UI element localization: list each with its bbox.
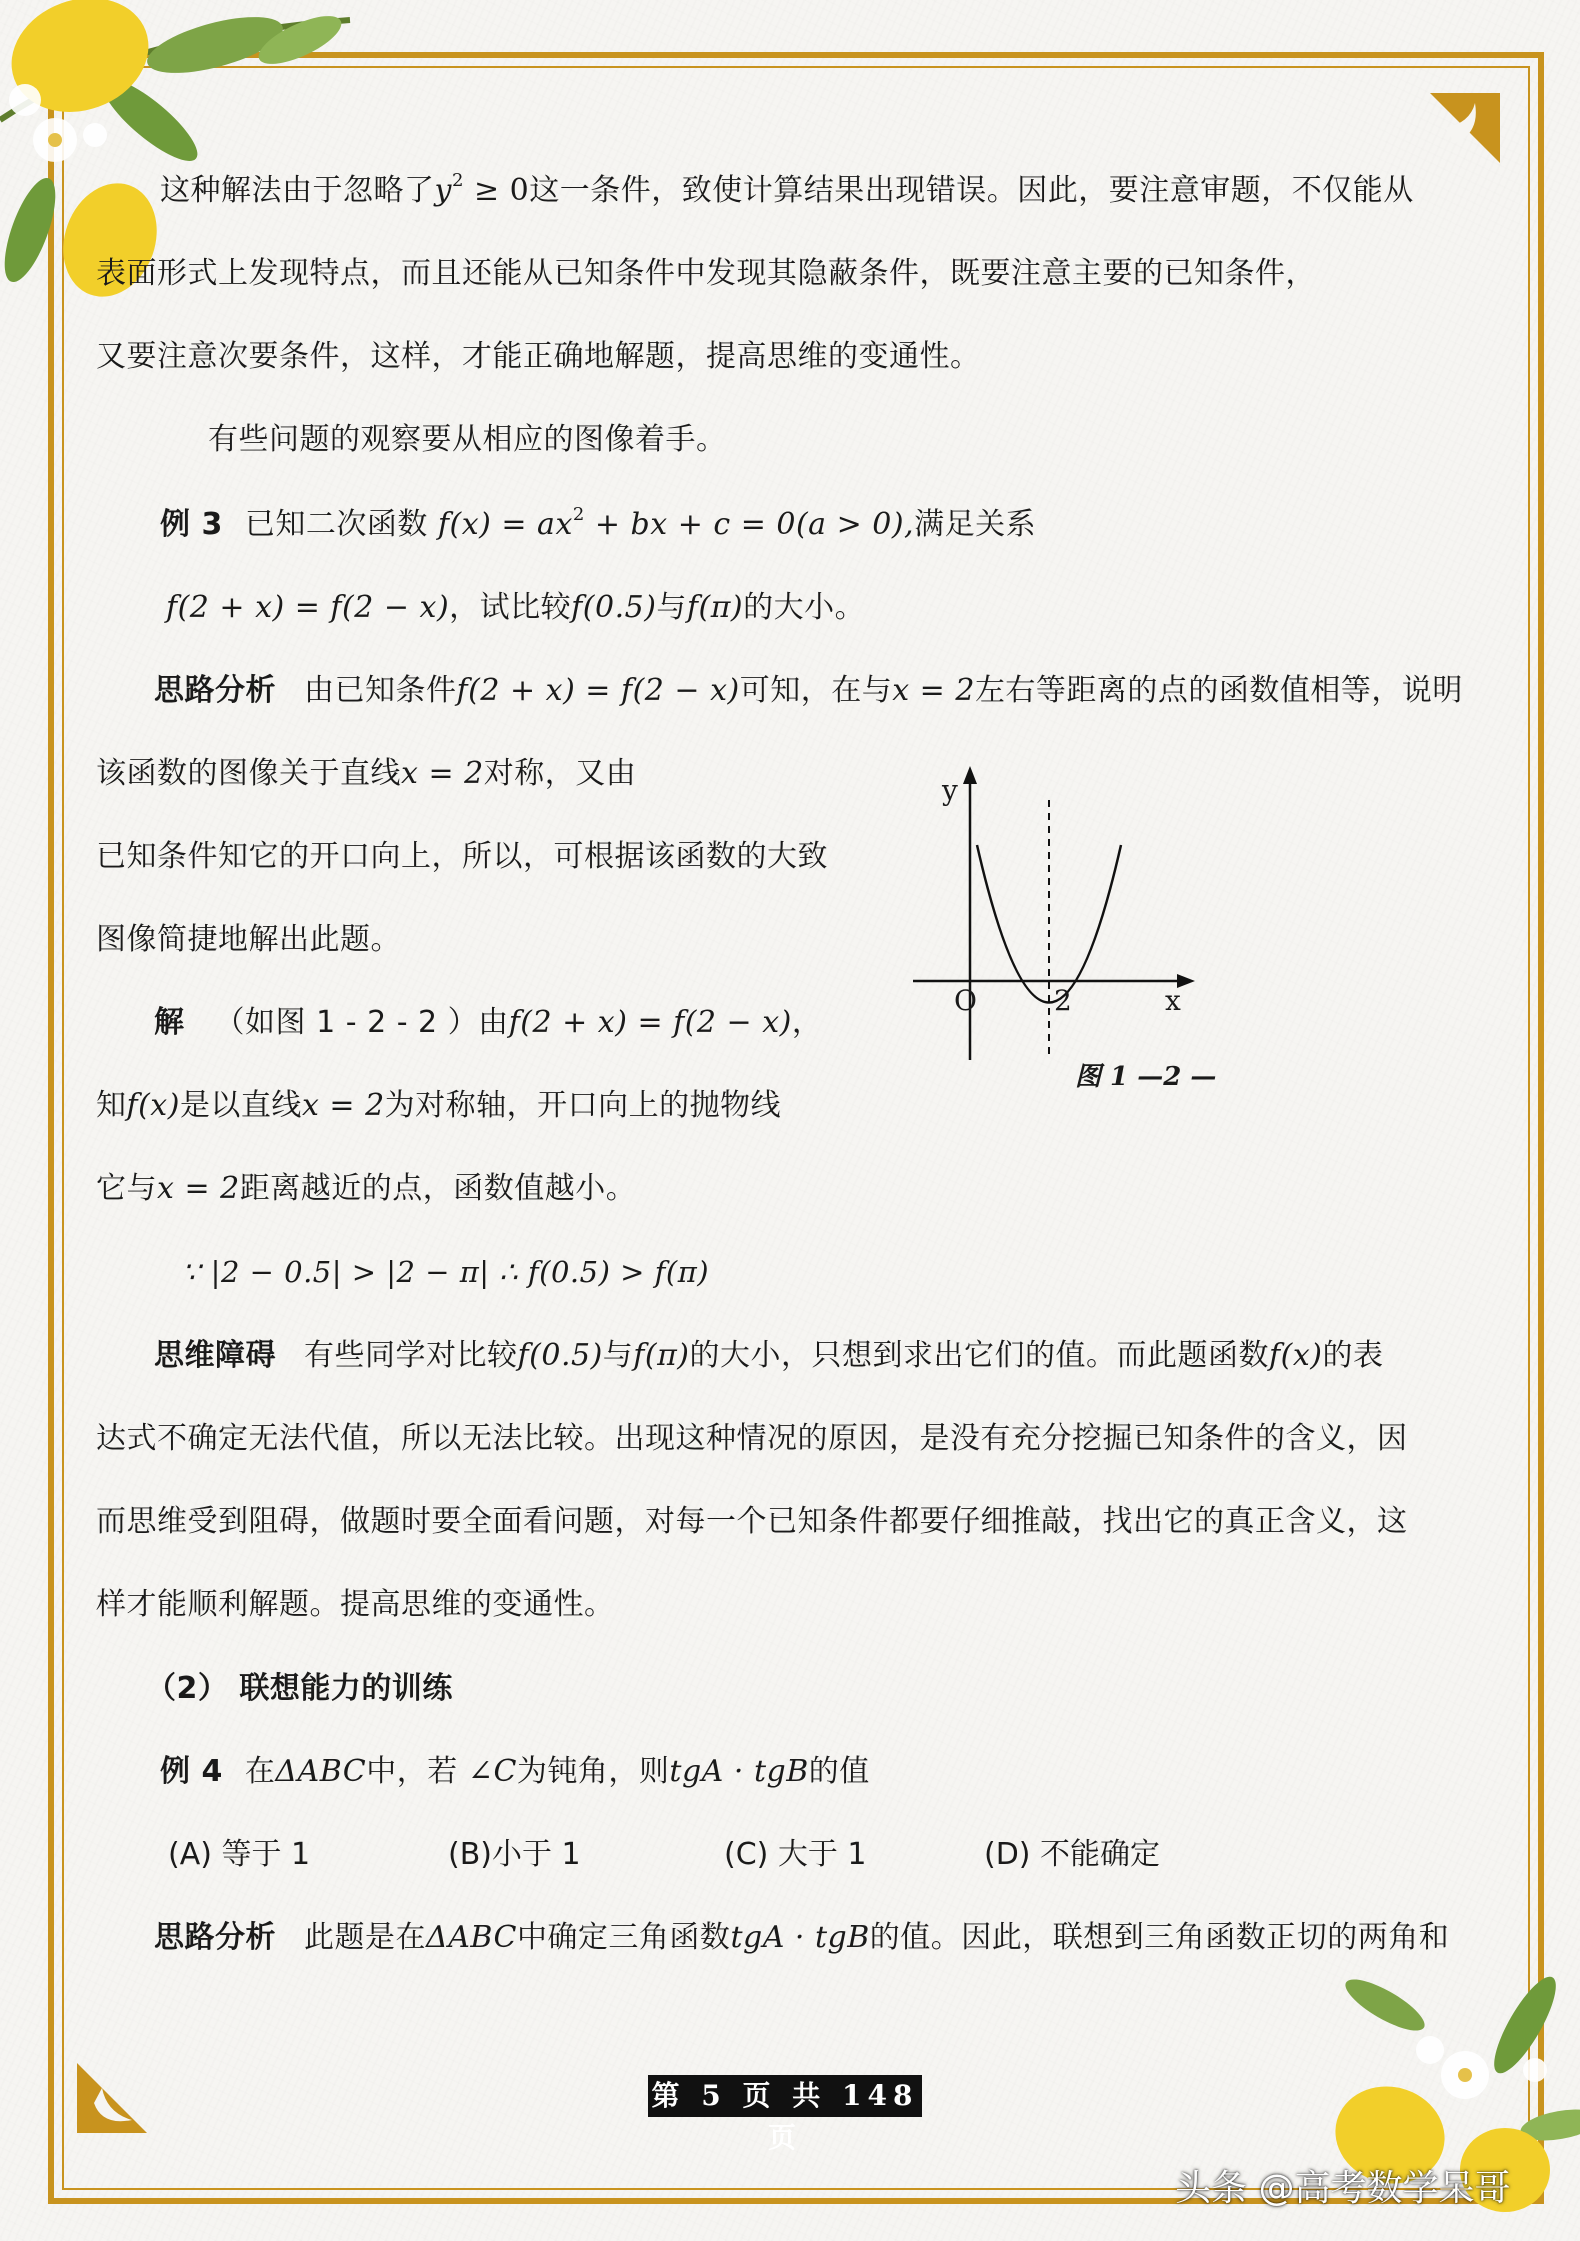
analysis-3-line-2 <box>96 754 636 794</box>
math: f(2 + x) = f(2 − x) <box>166 590 450 625</box>
math: x = 2 <box>157 1171 240 1206</box>
text: 的值。因此，联想到三角函数正切的两角和 <box>869 1920 1450 1955</box>
section-label: 思维障碍 <box>154 1338 276 1373</box>
text: 为对称轴，开口向上的抛物线 <box>384 1088 782 1123</box>
text: 该函数的图像关于直线 <box>96 756 401 791</box>
origin-label: O <box>954 984 977 1017</box>
math: + bx + c = 0(a > 0), <box>584 507 915 542</box>
analysis-3-line-3: 已知条件知它的开口向上，所以，可根据该函数的大致 <box>96 839 828 874</box>
text: 与 <box>602 1338 634 1373</box>
math: tgA · tgB <box>730 1920 870 1955</box>
text: 与 <box>656 590 687 625</box>
text: 是以直线 <box>179 1088 302 1123</box>
text: 由已知条件 <box>304 673 457 708</box>
math: f(π) <box>633 1338 690 1373</box>
axis-label-y: y <box>942 774 958 807</box>
text: 对称，又由 <box>483 756 637 791</box>
math: ∠C <box>467 1754 517 1789</box>
parabola-figure <box>905 760 1215 1100</box>
example-label: 例 4 <box>160 1754 223 1789</box>
paragraph-line: 有些问题的观察要从相应的图像着手。 <box>208 422 727 457</box>
section-label: 思路分析 <box>154 1920 276 1955</box>
option-b: (B)小于 1 <box>448 1837 581 1872</box>
text: 已知二次函数 <box>244 507 428 542</box>
text: 中确定三角函数 <box>516 1920 731 1955</box>
math: f(2 + x) = f(2 − x) <box>508 1005 792 1040</box>
option-d: (D) 不能确定 <box>984 1837 1161 1872</box>
analysis-3-line-4: 图像简捷地解出此题。 <box>96 922 401 957</box>
obstacle-line-3: 而思维受到阻碍，做题时要全面看问题，对每一个已知条件都要仔细推敲，找出它的真正含义，这 <box>96 1504 1408 1539</box>
math: tgA · tgB <box>669 1754 809 1789</box>
watermark: 头条 @高考数学呆哥 <box>1175 2168 1511 2209</box>
example-3-line-1 <box>160 505 1036 545</box>
text: ，试比较 <box>449 590 572 625</box>
solution-3-line-2 <box>96 1086 781 1126</box>
obstacle-line-4: 样才能顺利解题。提高思维的变通性。 <box>96 1587 615 1622</box>
analysis-3-line-1 <box>154 671 1463 711</box>
text: 这一条件，致使计算结果出现错误。因此，要注意审题，不仅能从 <box>529 173 1414 208</box>
text: 在 <box>244 1754 276 1789</box>
math: x = 2 <box>401 756 484 791</box>
math: f(x) <box>126 1088 180 1123</box>
text: 的大小。 <box>743 590 866 625</box>
section-label: 解 <box>154 1005 185 1040</box>
math: f(π) <box>686 590 744 625</box>
math: x = 2 <box>301 1088 385 1123</box>
math: ΔABC <box>275 1754 367 1789</box>
section-heading: （2） 联想能力的训练 <box>146 1671 453 1706</box>
text: 的表 <box>1322 1338 1384 1373</box>
paragraph-line: 又要注意次要条件，这样，才能正确地解题，提高思维的变通性。 <box>96 339 981 374</box>
section-label: 思路分析 <box>154 673 276 708</box>
axis-label-x: x <box>1165 984 1181 1017</box>
math: x = 2 <box>892 673 975 708</box>
text: 它与 <box>96 1171 157 1206</box>
analysis-4-line-1 <box>154 1918 1449 1958</box>
paragraph-line: 表面形式上发现特点，而且还能从已知条件中发现其隐蔽条件，既要注意主要的已知条件， <box>96 256 1316 291</box>
solution-3-line-1 <box>154 1003 822 1043</box>
text: 中，若 <box>366 1754 468 1789</box>
math: f(2 + x) = f(2 − x) <box>456 673 740 708</box>
solution-3-inequality: ∵ |2 − 0.5| > |2 − π| ∴ f(0.5) > f(π) <box>182 1255 710 1289</box>
math: f(0.5) <box>517 1338 603 1373</box>
math: ≥ 0 <box>463 173 530 208</box>
option-a: (A) 等于 1 <box>168 1837 311 1872</box>
obstacle-line-1 <box>154 1336 1383 1376</box>
example-4-line-1 <box>160 1752 870 1792</box>
math: ΔABC <box>426 1920 517 1955</box>
text: 的值 <box>808 1754 870 1789</box>
text: 的大小，只想到求出它们的值。而此题函数 <box>689 1338 1270 1373</box>
page-number-footer: 第 5 页 共 148 页 <box>648 2075 922 2117</box>
text: 距离越近的点，函数值越小。 <box>239 1171 637 1206</box>
math: y <box>434 173 452 208</box>
math: f(x) = ax <box>437 507 573 542</box>
text: 左右等距离的点的函数值相等，说明 <box>974 673 1463 708</box>
text: 可知，在与 <box>739 673 893 708</box>
text: ， <box>791 1005 823 1040</box>
option-c: (C) 大于 1 <box>724 1837 867 1872</box>
text: 这种解法由于忽略了 <box>160 173 435 208</box>
text: 知 <box>96 1088 127 1123</box>
text: （如图 1 - 2 - 2 ）由 <box>214 1005 509 1040</box>
example-3-line-2 <box>166 588 865 628</box>
text: 满足关系 <box>914 507 1037 542</box>
paragraph-line <box>160 171 1414 211</box>
math-superscript: 2 <box>572 504 585 525</box>
math: f(0.5) <box>571 590 657 625</box>
math: f(x) <box>1269 1338 1323 1373</box>
math-superscript: 2 <box>451 170 464 191</box>
solution-3-line-3 <box>96 1169 636 1209</box>
tick-label: 2 <box>1054 984 1072 1017</box>
obstacle-line-2: 达式不确定无法代值，所以无法比较。出现这种情况的原因，是没有充分挖掘已知条件的含义，因 <box>96 1421 1408 1456</box>
text: 有些同学对比较 <box>304 1338 518 1373</box>
text: 为钝角，则 <box>516 1754 670 1789</box>
example-label: 例 3 <box>160 507 223 542</box>
figure-caption: 图 1 —2 — <box>1075 1062 1217 1092</box>
text: 此题是在 <box>304 1920 427 1955</box>
